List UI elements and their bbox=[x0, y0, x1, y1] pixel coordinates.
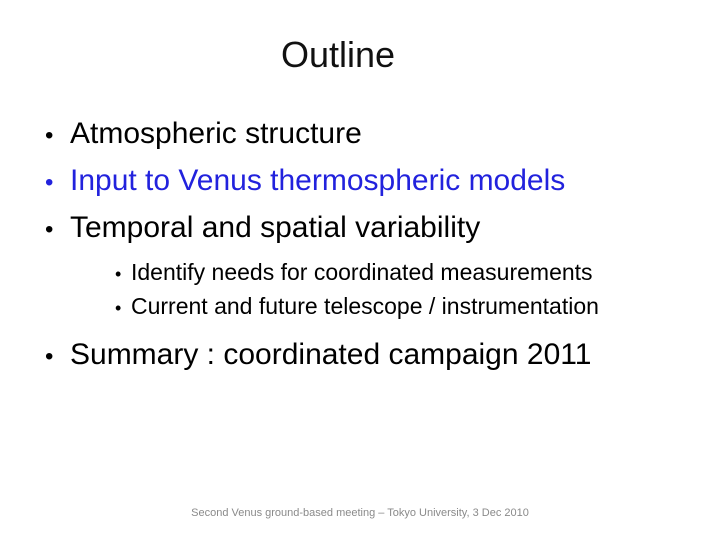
list-item bbox=[45, 332, 710, 379]
bullet-text: Input to Venus thermospheric models bbox=[70, 164, 566, 197]
list-item bbox=[45, 256, 710, 290]
slide-title: Outline bbox=[280, 34, 396, 75]
list-item bbox=[45, 205, 710, 252]
list-item bbox=[45, 290, 710, 324]
bullet-icon: • bbox=[45, 122, 54, 149]
bullet-icon: • bbox=[45, 216, 54, 243]
bullet-text: Atmospheric structure bbox=[70, 117, 362, 150]
bullet-icon: • bbox=[115, 264, 122, 284]
bullet-list bbox=[45, 111, 710, 379]
bullet-icon: • bbox=[45, 343, 54, 370]
list-item bbox=[45, 158, 710, 205]
list-item bbox=[45, 111, 710, 158]
bullet-text: Current and future telescope / instrumentation bbox=[131, 293, 599, 319]
bullet-text: Summary : coordinated campaign 2011 bbox=[70, 338, 592, 371]
bullet-text: Temporal and spatial variability bbox=[70, 211, 481, 244]
footer-note: Second Venus ground-based meeting – Tokyo University, 3 Dec 2010 bbox=[191, 507, 529, 519]
bullet-text: Identify needs for coordinated measurements bbox=[131, 259, 593, 285]
bullet-icon: • bbox=[45, 169, 54, 196]
bullet-icon: • bbox=[115, 298, 122, 318]
